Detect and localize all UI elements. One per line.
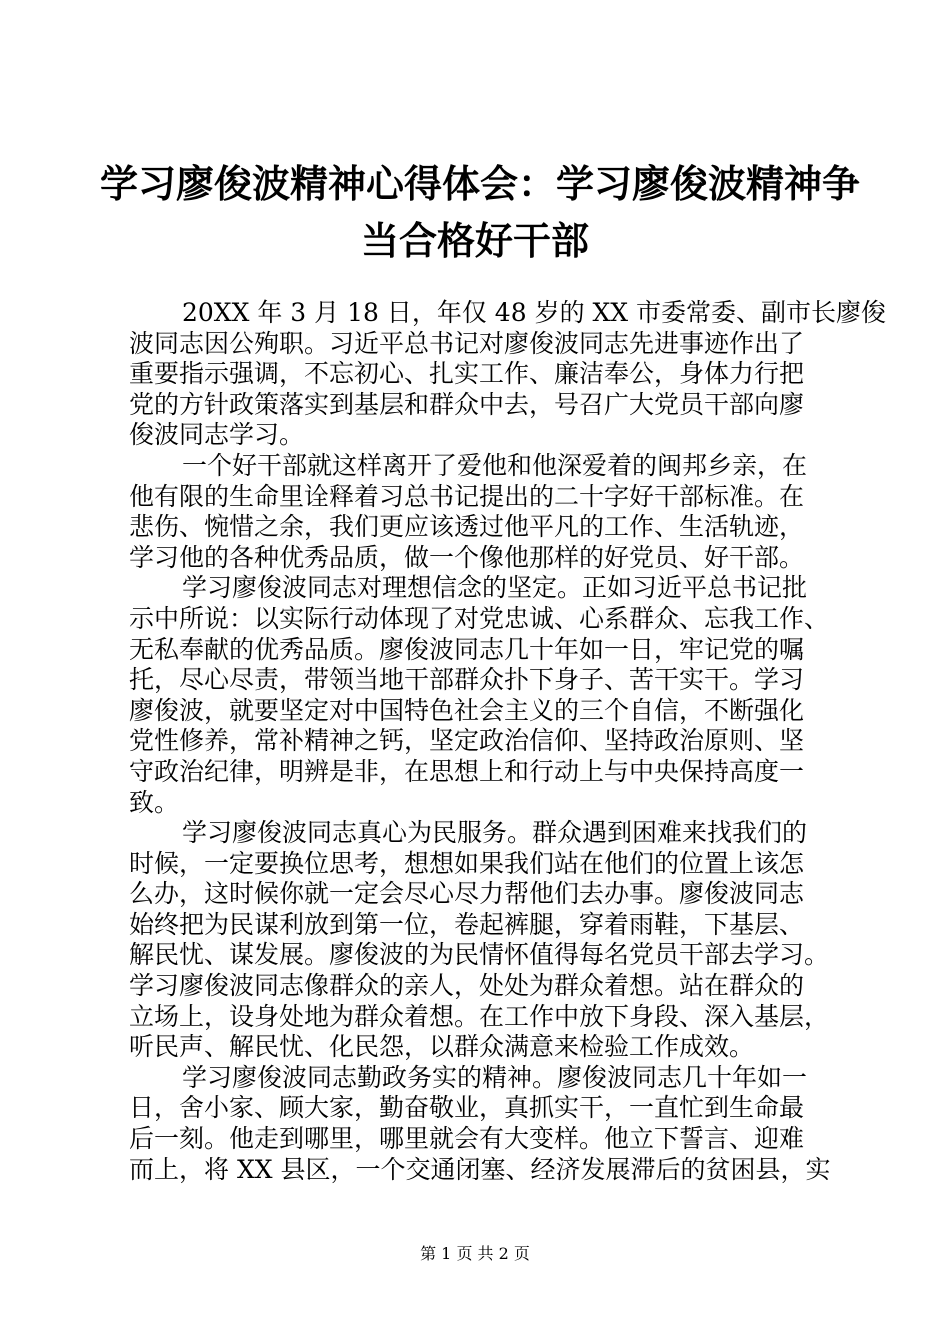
paragraph-line: 无私奉献的优秀品质。廖俊波同志几十年如一日，牢记党的嘱 [129, 634, 805, 664]
paragraph-line: 俊波同志学习。 [129, 420, 305, 450]
paragraph-line: 一个好干部就这样离开了爱他和他深爱着的闽邦乡亲，在 [182, 450, 808, 480]
paragraph-line: 悲伤、惋惜之余，我们更应该透过他平凡的工作、生活轨迹， [129, 512, 805, 542]
paragraph-line: 而上，将 XX 县区，一个交通闭塞、经济发展滞后的贫困县，实 [129, 1154, 831, 1184]
page-footer: 第 1 页 共 2 页 [420, 1244, 530, 1263]
paragraph-line: 解民忧、谋发展。廖俊波的为民情怀值得每名党员干部去学习。 [129, 940, 830, 970]
paragraph-line: 听民声、解民忧、化民怨，以群众满意来检验工作成效。 [129, 1032, 755, 1062]
paragraph-line: 后一刻。他走到哪里，哪里就会有大变样。他立下誓言、迎难 [129, 1124, 805, 1154]
document-title-line-2: 当合格好干部 [360, 218, 589, 263]
paragraph-line: 学习廖俊波同志对理想信念的坚定。正如习近平总书记批 [182, 573, 808, 603]
paragraph-line: 始终把为民谋利放到第一位，卷起裤腿，穿着雨鞋，下基层、 [129, 909, 805, 939]
paragraph-line: 立场上，设身处地为群众着想。在工作中放下身段、深入基层， [129, 1001, 830, 1031]
paragraph-line: 时候，一定要换位思考，想想如果我们站在他们的位置上该怎 [129, 848, 805, 878]
paragraph-line: 托，尽心尽责，带领当地干部群众扑下身子、苦干实干。学习 [129, 665, 805, 695]
paragraph-line: 学习廖俊波同志勤政务实的精神。廖俊波同志几十年如一 [182, 1062, 808, 1092]
paragraph-line: 么办，这时候你就一定会尽心尽力帮他们去办事。廖俊波同志 [129, 879, 805, 909]
paragraph-line: 学习廖俊波同志真心为民服务。群众遇到困难来找我们的 [182, 818, 808, 848]
paragraph-line: 党的方针政策落实到基层和群众中去，号召广大党员干部向廖 [129, 389, 805, 419]
paragraph-line: 学习他的各种优秀品质，做一个像他那样的好党员、好干部。 [129, 542, 805, 572]
paragraph-line: 党性修养，常补精神之钙，坚定政治信仰、坚持政治原则、坚 [129, 726, 805, 756]
document-body [129, 298, 887, 1185]
paragraph-line: 廖俊波，就要坚定对中国特色社会主义的三个自信，不断强化 [129, 695, 805, 725]
paragraph-line: 20XX 年 3 月 18 日，年仅 48 岁的 XX 市委常委、副市长廖俊 [182, 298, 887, 327]
paragraph-line: 波同志因公殉职。习近平总书记对廖俊波同志先进事迹作出了 [129, 328, 805, 358]
paragraph-line: 致。 [129, 787, 180, 817]
paragraph-line: 日，舍小家、顾大家，勤奋敬业，真抓实干，一直忙到生命最 [129, 1093, 805, 1123]
paragraph-line: 守政治纪律，明辨是非，在思想上和行动上与中央保持高度一 [129, 756, 805, 786]
paragraph-line: 重要指示强调，不忘初心、扎实工作、廉洁奉公，身体力行把 [129, 359, 805, 389]
paragraph-line: 他有限的生命里诠释着习总书记提出的二十字好干部标准。在 [129, 481, 805, 511]
document-title-line-1: 学习廖俊波精神心得体会：学习廖俊波精神争 [100, 161, 861, 206]
paragraph-line: 示中所说：以实际行动体现了对党忠诚、心系群众、忘我工作、 [129, 603, 830, 633]
paragraph-line: 学习廖俊波同志像群众的亲人，处处为群众着想。站在群众的 [129, 971, 805, 1001]
